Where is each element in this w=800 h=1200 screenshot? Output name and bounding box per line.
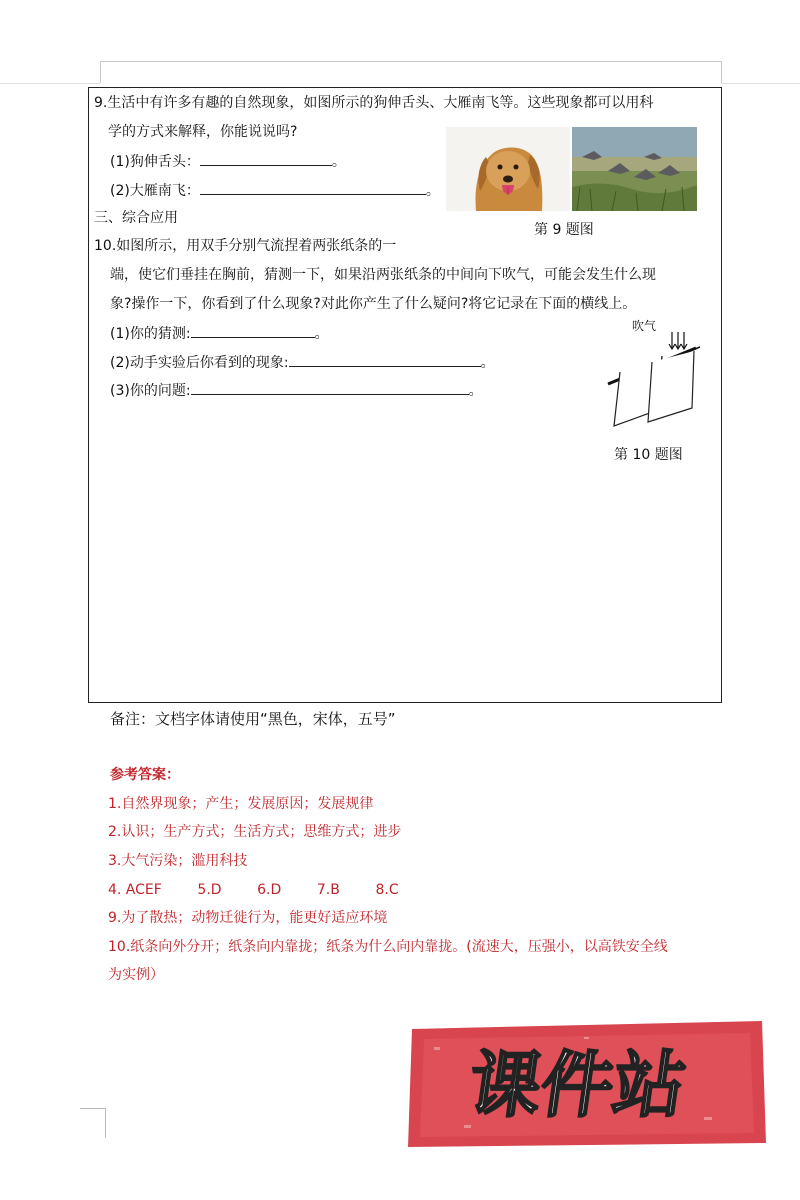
font-note: 备注：文档字体请使用“黑色，宋体，五号” — [110, 710, 396, 728]
q10-item1-end: 。 — [314, 326, 329, 342]
q9-item1 — [110, 152, 346, 171]
q9-stem-line1: 9.生活中有许多有趣的自然现象，如图所示的狗伸舌头、大雁南飞等。这些现象都可以用科 — [94, 95, 654, 111]
q10-figure-caption: 第 10 题图 — [614, 447, 683, 463]
q10-item1-label: (1)你的猜测: — [110, 326, 191, 342]
geese-photo — [572, 127, 697, 211]
margin-rule-right — [722, 83, 800, 84]
q10-item3 — [110, 381, 483, 400]
margin-rule-left — [0, 83, 100, 84]
q10-stem-line1: 10.如图所示，用双手分别气流捏着两张纸条的一 — [94, 238, 397, 254]
q9-item2-label: (2)大雁南飞： — [110, 183, 200, 199]
answer-line-4: 4. ACEF 5.D 6.D 7.B 8.C — [108, 882, 399, 898]
dog-photo — [446, 127, 570, 211]
header-corner-right — [721, 61, 722, 83]
footer-corner-h — [80, 1108, 106, 1109]
q10-item2 — [110, 353, 495, 372]
watermark-stamp — [404, 1017, 770, 1151]
q9-stem-line2: 学的方式来解释，你能说说吗? — [108, 124, 298, 140]
q10-figure — [606, 318, 710, 430]
answers-title: 参考答案： — [110, 767, 180, 783]
answer-line-2: 2.认识；生产方式；生活方式；思维方式；进步 — [108, 824, 402, 840]
footer-corner-v — [105, 1108, 106, 1138]
answer-line-1: 1.自然界现象；产生；发展原因；发展规律 — [108, 796, 374, 812]
q10-stem-line3: 象?操作一下，你看到了什么现象?对此你产生了什么疑问?将它记录在下面的横线上。 — [110, 296, 637, 312]
arrows-icon — [669, 332, 687, 349]
q10-item3-label: (3)你的问题: — [110, 383, 191, 399]
q9-figure-caption: 第 9 题图 — [534, 222, 594, 238]
header-rule — [100, 61, 722, 62]
q9-item2 — [110, 181, 440, 200]
blow-air-label: 吹气 — [632, 319, 657, 333]
q10-item1-blank[interactable] — [191, 324, 315, 338]
q10-item1 — [110, 324, 329, 343]
answer-line-6: 10.纸条向外分开；纸条向内靠拢；纸条为什么向内靠拢。(流速大，压强小，以高铁安全线 — [108, 939, 668, 955]
q9-item1-end: 。 — [331, 154, 346, 170]
stamp-text: 课件站 — [463, 1044, 692, 1128]
q9-item1-blank[interactable] — [200, 152, 332, 166]
q10-item2-label: (2)动手实验后你看到的现象: — [110, 355, 289, 371]
q10-item3-blank[interactable] — [191, 381, 469, 395]
q9-item1-label: (1)狗伸舌头： — [110, 154, 200, 170]
answer-line-5: 9.为了散热；动物迁徙行为，能更好适应环境 — [108, 910, 388, 926]
header-corner-left — [100, 61, 101, 83]
answer-line-3: 3.大气污染；滥用科技 — [108, 853, 248, 869]
q9-item2-blank[interactable] — [200, 181, 426, 195]
q10-item3-end: 。 — [468, 383, 483, 399]
q10-stem-line2: 端，使它们垂挂在胸前，猜测一下，如果沿两张纸条的中间向下吹气，可能会发生什么现 — [110, 267, 656, 283]
q10-item2-blank[interactable] — [289, 353, 481, 367]
q10-item2-end: 。 — [480, 355, 495, 371]
section-3-heading: 三、综合应用 — [94, 210, 178, 226]
q9-item2-end: 。 — [425, 183, 440, 199]
answer-line-7: 为实例） — [108, 967, 164, 983]
